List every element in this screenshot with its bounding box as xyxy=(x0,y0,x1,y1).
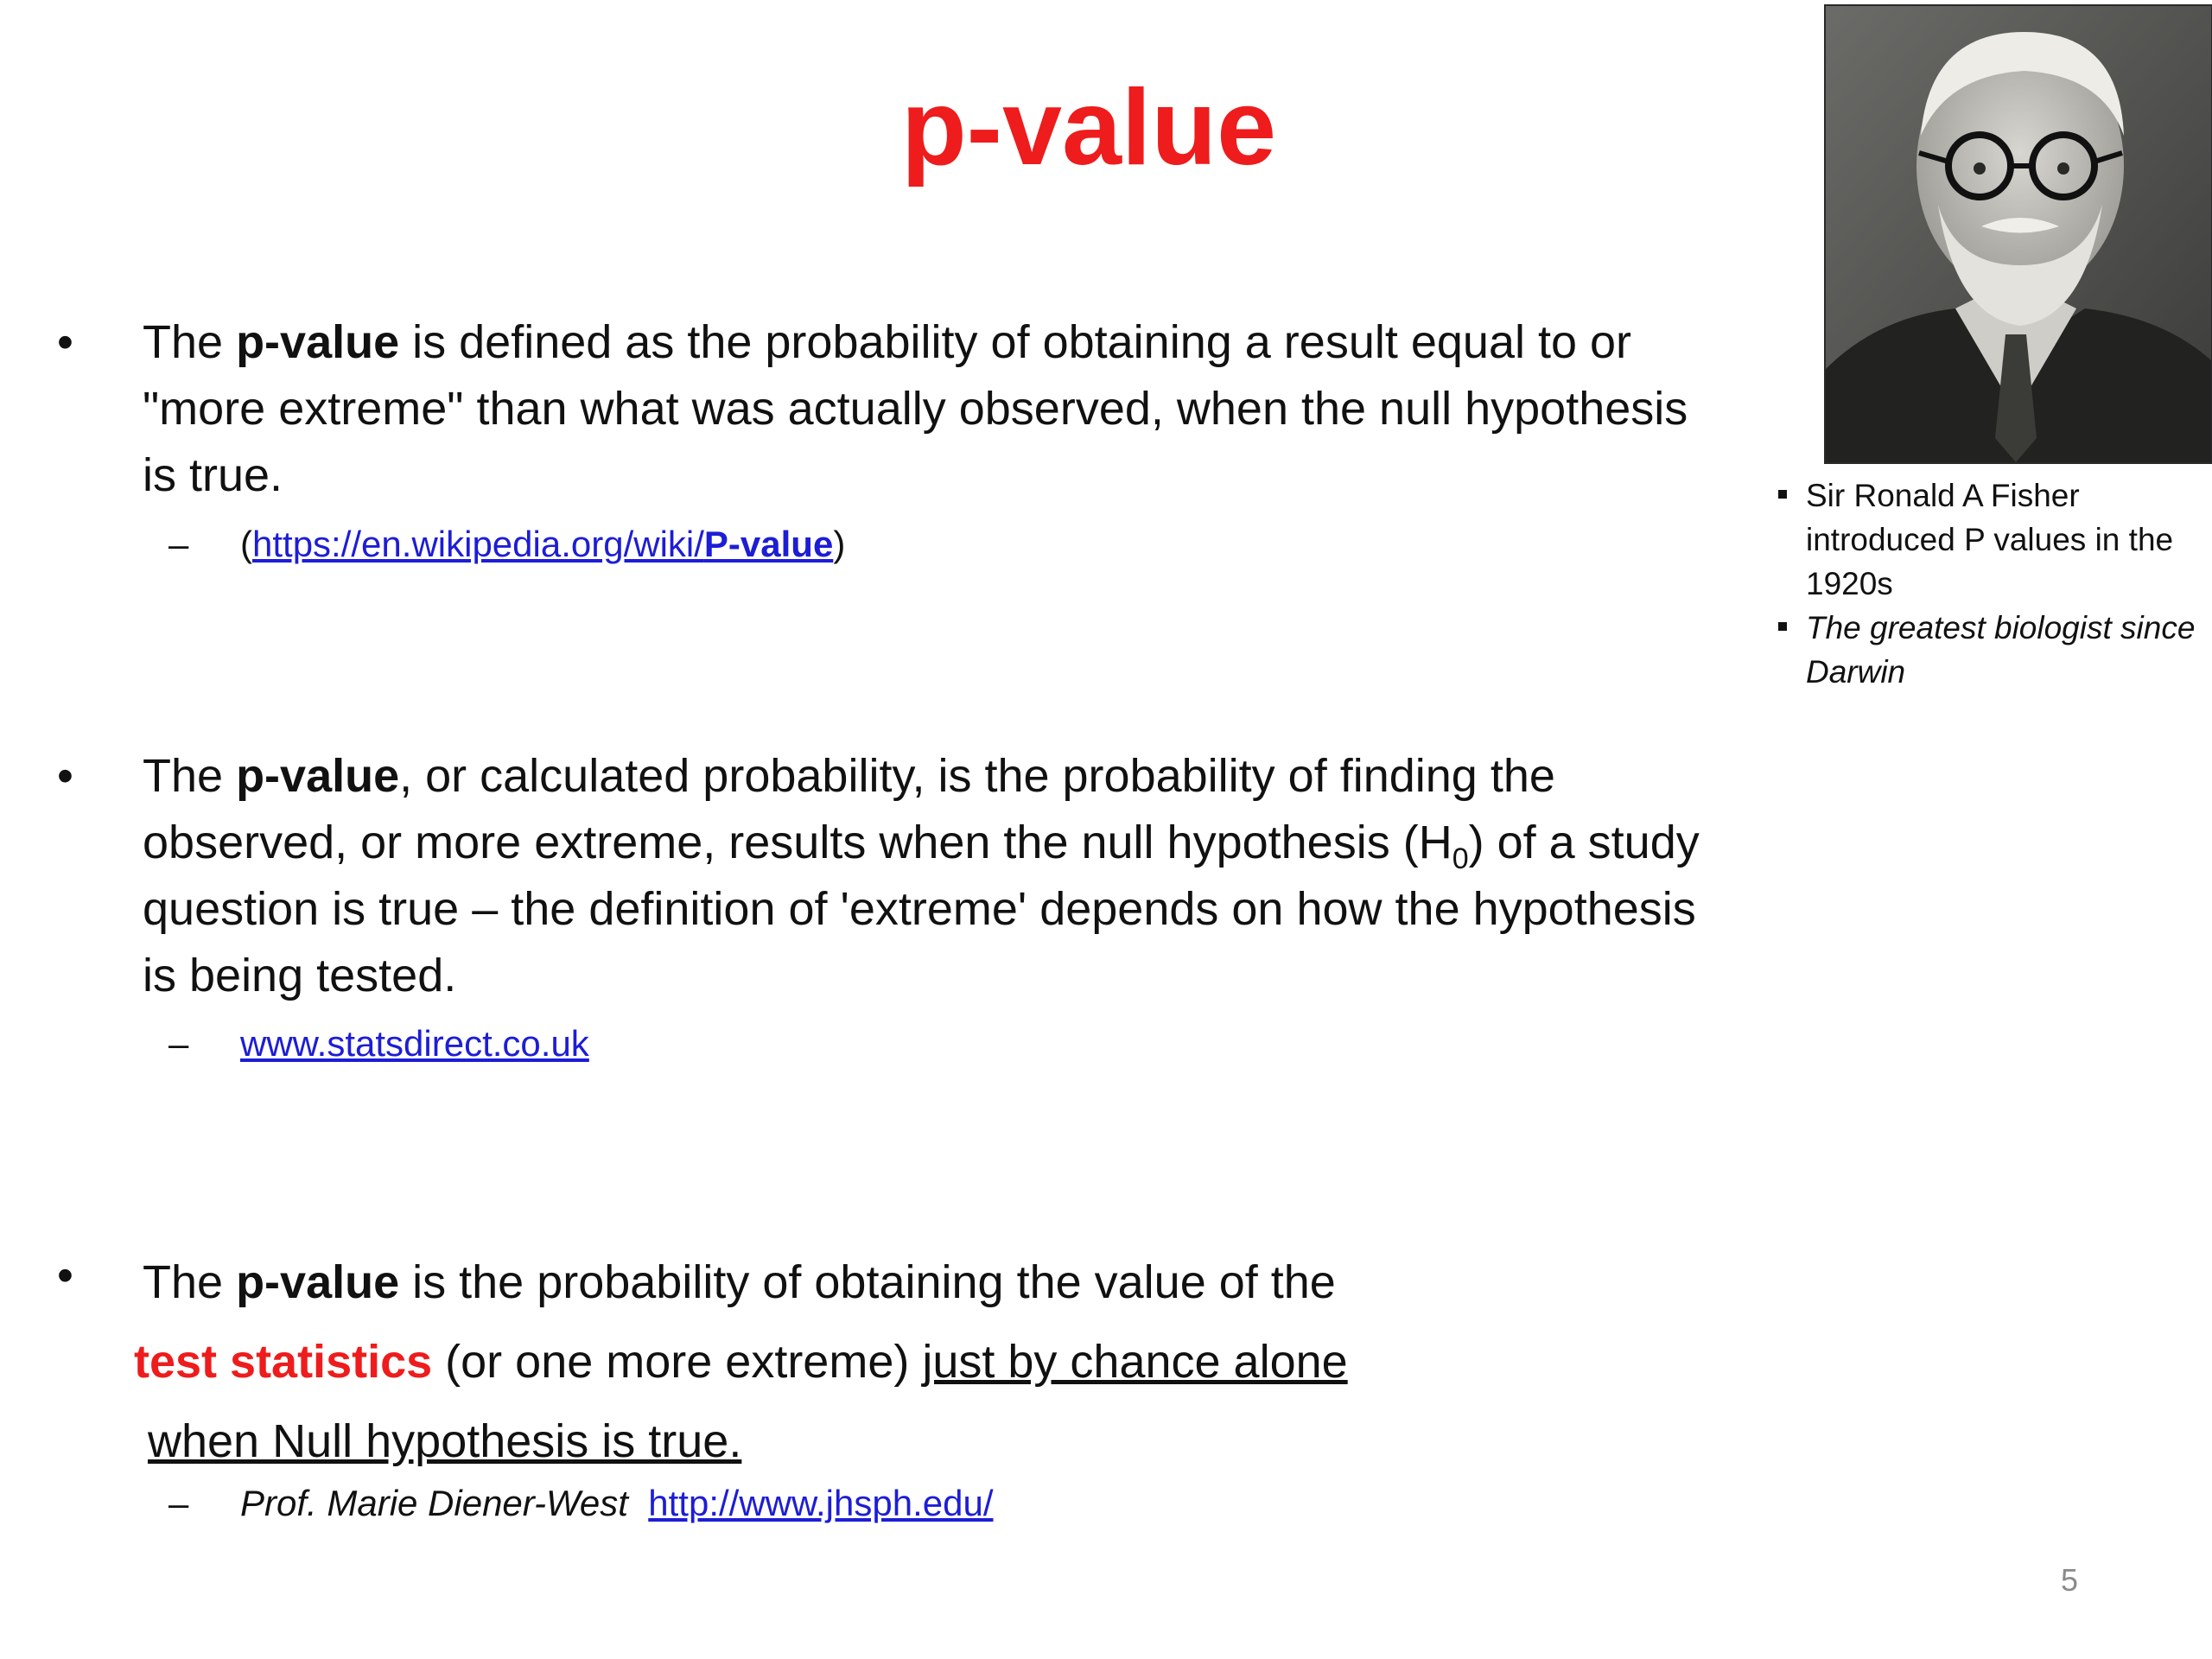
p-value-term: p-value xyxy=(236,750,400,802)
caption-item: Sir Ronald A Fisher introduced P values in the 1920s xyxy=(1771,474,2212,606)
test-statistics-term: test statistics xyxy=(134,1336,433,1388)
slide-title: p-value xyxy=(900,68,1277,188)
statsdirect-link[interactable]: www.statsdirect.co.uk xyxy=(240,1023,589,1064)
author-name: Prof. Marie Diener-West xyxy=(240,1483,628,1523)
square-bullet-icon xyxy=(1778,490,1787,499)
fisher-portrait-photo xyxy=(1824,4,2212,464)
dash: – xyxy=(168,1483,189,1523)
portrait-illustration xyxy=(1826,6,2211,462)
portrait-caption xyxy=(1771,474,2212,694)
bullet-2-text: The p-value, or calculated probability, is the probability of finding the observed, or more extreme, results when the null hypothesis $(H_0)$ of a study question is true – the definition of 'extreme' depends on how the hypothesis is being tested. xyxy=(143,750,1700,1001)
p-value-term: p-value xyxy=(236,1256,400,1308)
wikipedia-link[interactable]: https://en.wikipedia.org/wiki/P-value xyxy=(252,524,834,564)
jhsph-link[interactable]: http://www.jhsph.edu/ xyxy=(648,1483,994,1523)
bullet-dot: • xyxy=(57,750,73,802)
caption-item: The greatest biologist since Darwin xyxy=(1771,606,2212,694)
dash: – xyxy=(168,1023,189,1064)
bullet-dot: • xyxy=(57,1249,73,1301)
dash: – xyxy=(168,524,189,564)
square-bullet-icon xyxy=(1778,622,1787,631)
bullet-1-text: The p-value is defined as the probability of obtaining a result equal to or "more extreme" than what was actually observed, when the null hypothesis is true. xyxy=(143,316,1688,501)
p-value-term: p-value xyxy=(236,316,400,368)
bullet-3-text: The p-value is the probability of obtaining the value of the test statistics (or one more extreme) just by chance alone when Null hypothesis is true. xyxy=(134,1256,1348,1467)
page-number: 5 xyxy=(2061,1562,2079,1598)
bullet-dot: • xyxy=(57,316,73,368)
